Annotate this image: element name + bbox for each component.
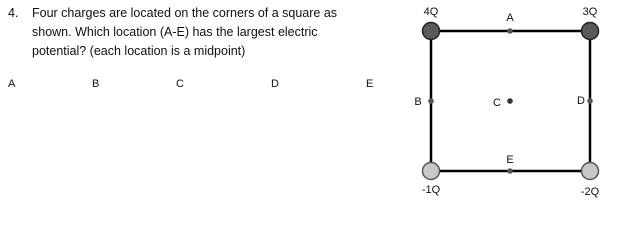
label-charge-top-right: 3Q [582, 6, 598, 18]
label-point-c: C [493, 97, 501, 109]
label-point-d: D [577, 95, 585, 107]
choice-b: B [92, 78, 100, 90]
label-point-a: A [506, 12, 514, 24]
point-d-marker [587, 98, 593, 104]
question-number: 4. [8, 6, 19, 20]
label-charge-bottom-right: -2Q [580, 186, 600, 198]
choice-e: E [366, 78, 374, 90]
question-text: Four charges are located on the corners of a square as shown. Which location (A-E) has the largest electric potential? (each location is a midpoint) [32, 6, 338, 58]
label-point-b: B [414, 96, 422, 108]
point-c-marker [507, 98, 513, 104]
label-charge-top-left: 4Q [423, 6, 439, 18]
point-b-marker [428, 98, 434, 104]
charge-bottom-left [423, 163, 440, 180]
label-charge-bottom-left: -1Q [421, 184, 441, 196]
choice-a: A [8, 78, 16, 90]
point-a-marker [507, 28, 513, 34]
label-point-e: E [506, 154, 514, 166]
charge-top-right [582, 23, 599, 40]
point-e-marker [507, 168, 513, 174]
charge-top-left [423, 23, 440, 40]
charge-bottom-right [582, 163, 599, 180]
choice-c: C [176, 78, 184, 90]
choice-d: D [271, 78, 279, 90]
